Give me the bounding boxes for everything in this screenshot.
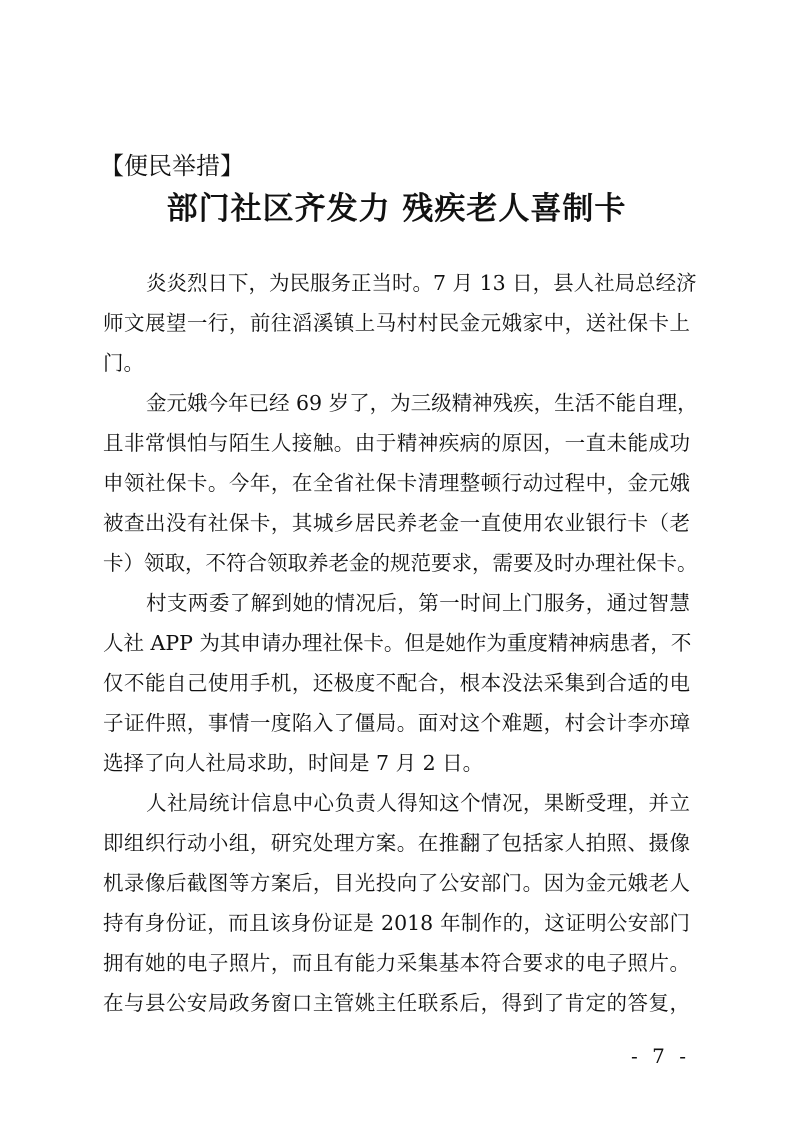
body-line: 人社局统计信息中心负责人得知这个情况，果断受理，并立 <box>146 791 690 815</box>
body-line: 选择了向人社局求助，时间是 7 月 2 日。 <box>103 751 484 775</box>
body-line: 在与县公安局政务窗口主管姚主任联系后，得到了肯定的答复， <box>103 991 690 1015</box>
body-line: 机录像后截图等方案后，目光投向了公安部门。因为金元娥老人 <box>103 871 690 895</box>
body-line: 持有身份证，而且该身份证是 2018 年制作的，这证明公安部门 <box>103 911 690 935</box>
body-line: 申领社保卡。今年，在全省社保卡清理整顿行动过程中，金元娥 <box>103 471 690 495</box>
body-line: 人社 APP 为其申请办理社保卡。但是她作为重度精神病患者，不 <box>103 631 692 655</box>
body-line: 卡）领取，不符合领取养老金的规范要求，需要及时办理社保卡。 <box>103 551 698 575</box>
body-line: 金元娥今年已经 69 岁了，为三级精神残疾，生活不能自理， <box>146 391 698 415</box>
body-line: 拥有她的电子照片，而且有能力采集基本符合要求的电子照片。 <box>103 951 690 975</box>
body-line: 师文展望一行，前往滔溪镇上马村村民金元娥家中，送社保卡上 <box>103 311 690 335</box>
body-line: 炎炎烈日下，为民服务正当时。7 月 13 日，县人社局总经济 <box>146 271 697 295</box>
body-line: 即组织行动小组，研究处理方案。在推翻了包括家人拍照、摄像 <box>103 831 690 855</box>
article-title: 部门社区齐发力 残疾老人喜制卡 <box>166 191 627 227</box>
page-number: - 7 - <box>631 1044 690 1068</box>
body-line: 门。 <box>103 351 144 375</box>
body-line: 村支两委了解到她的情况后，第一时间上门服务，通过智慧 <box>146 591 690 615</box>
body-line: 仅不能自己使用手机，还极度不配合，根本没法采集到合适的电 <box>103 671 690 695</box>
body-line: 子证件照，事情一度陷入了僵局。面对这个难题，村会计李亦璋 <box>103 711 690 735</box>
body-line: 被查出没有社保卡，其城乡居民养老金一直使用农业银行卡（老 <box>103 511 690 535</box>
section-tag: 【便民举措】 <box>100 152 244 180</box>
body-line: 且非常惧怕与陌生人接触。由于精神疾病的原因，一直未能成功 <box>103 431 690 455</box>
